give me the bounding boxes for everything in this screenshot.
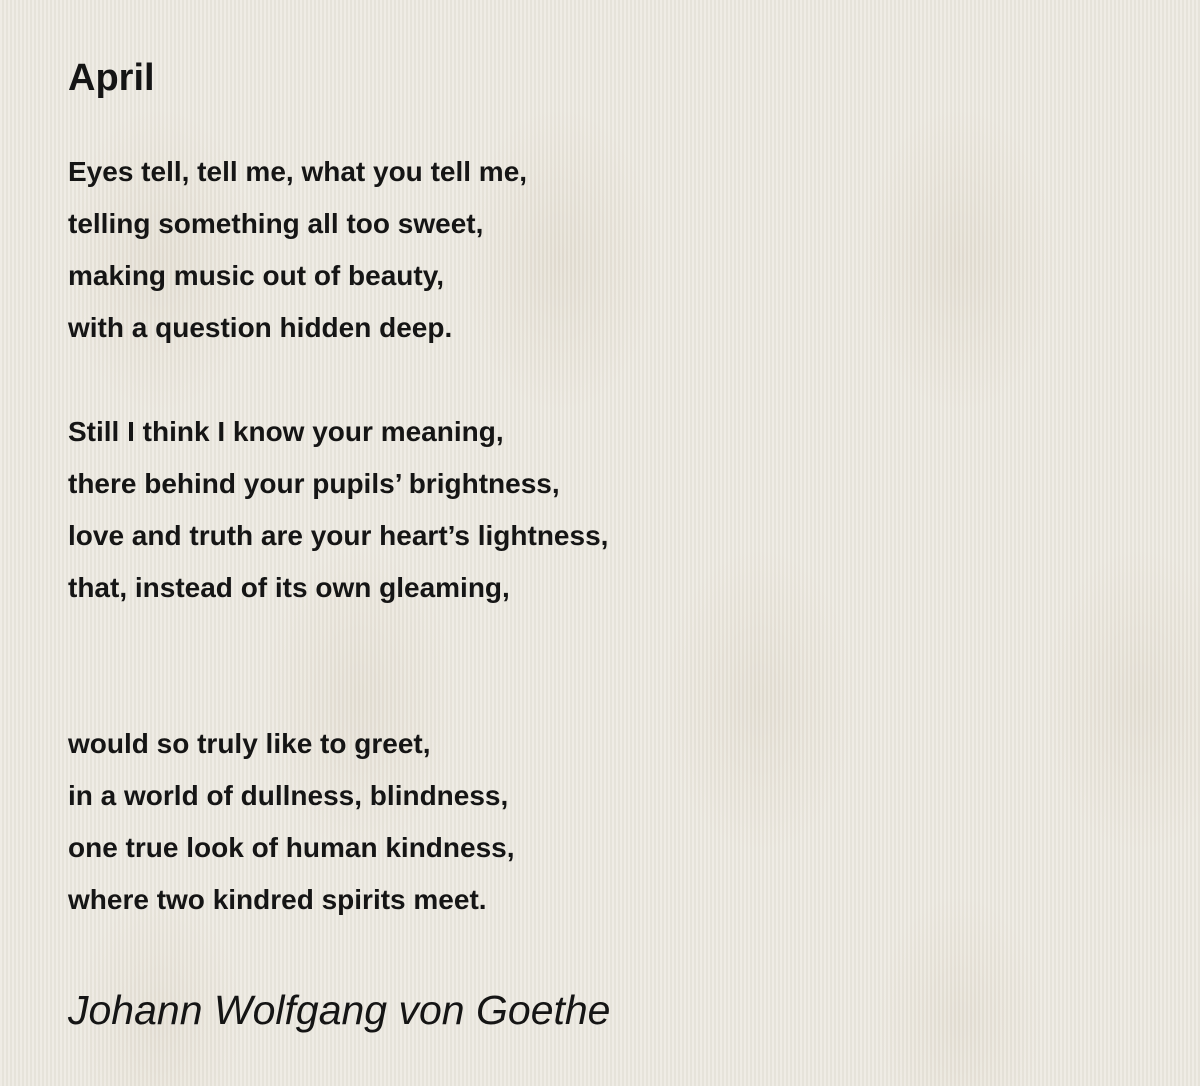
- poem-container: [68, 52, 1168, 926]
- poem-line: that, instead of its own gleaming,: [68, 572, 510, 603]
- poem-line: making music out of beauty,: [68, 260, 444, 291]
- stanza-3: [68, 718, 1168, 926]
- poem-line: would so truly like to greet,: [68, 728, 431, 759]
- poem-line: love and truth are your heart’s lightness,: [68, 520, 609, 551]
- poem-line: where two kindred spirits meet.: [68, 884, 487, 915]
- poem-line: Eyes tell, tell me, what you tell me,: [68, 156, 528, 187]
- poem-line: one true look of human kindness,: [68, 832, 515, 863]
- poem-line: in a world of dullness, blindness,: [68, 780, 509, 811]
- poem-line: telling something all too sweet,: [68, 208, 484, 239]
- poem-line: with a question hidden deep.: [68, 312, 453, 343]
- poem-author: Johann Wolfgang von Goethe: [68, 987, 611, 1033]
- poem-title: April: [68, 57, 155, 99]
- poem-line: Still I think I know your meaning,: [68, 416, 504, 447]
- poem-line: there behind your pupils’ brightness,: [68, 468, 560, 499]
- stanza-1: [68, 146, 1168, 354]
- stanza-2: [68, 406, 1168, 614]
